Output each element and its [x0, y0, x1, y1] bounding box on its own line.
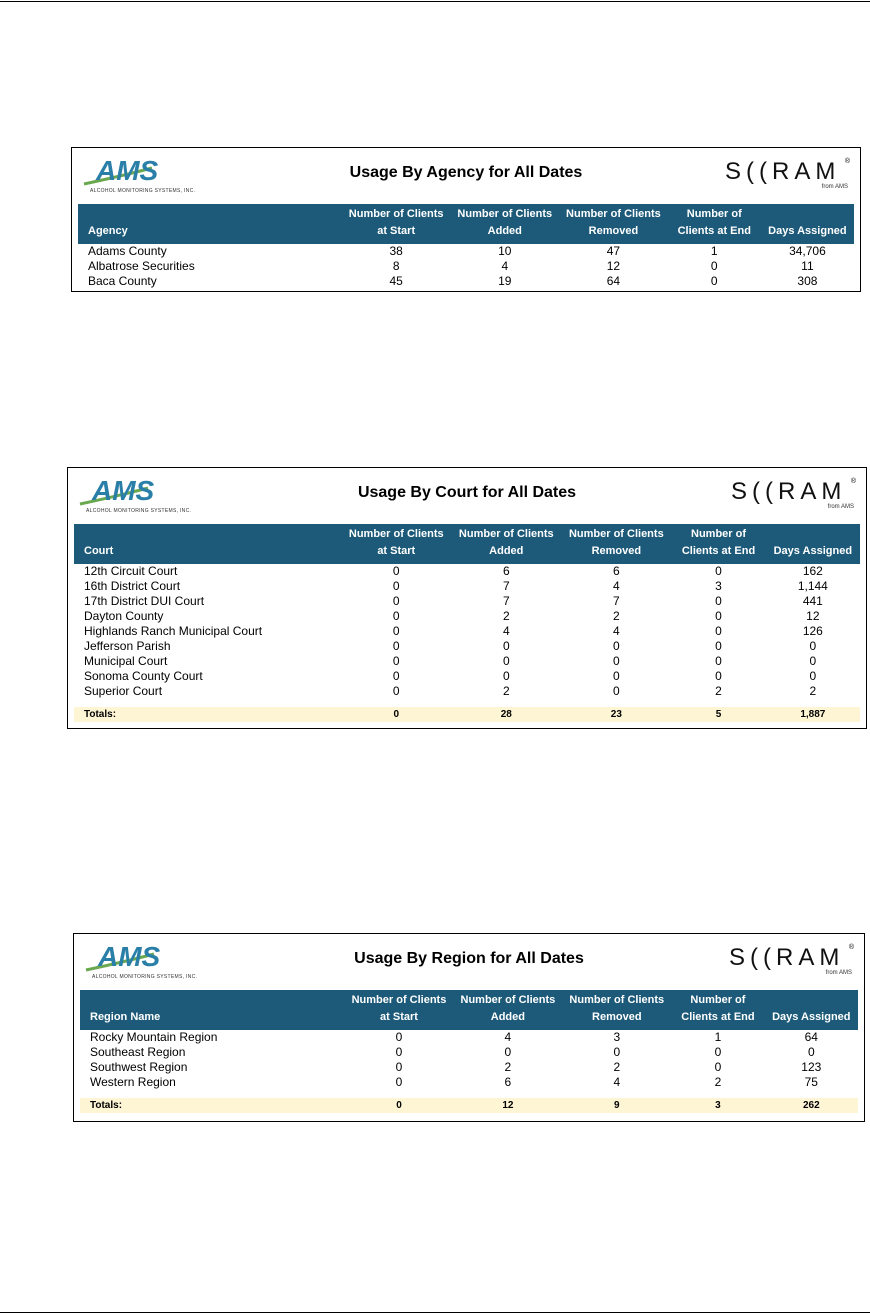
cell-value: 441 — [802, 594, 823, 608]
cell-value: 126 — [802, 624, 823, 638]
column-header: Number of Clients at End — [671, 524, 765, 564]
cell-value: 0 — [392, 594, 400, 608]
cell-value: 2 — [809, 684, 817, 698]
row-label: Southwest Region — [90, 1060, 188, 1074]
cell-value: 0 — [612, 669, 620, 683]
cell-value: 2 — [715, 684, 722, 698]
ams-logo-text: AMS — [92, 475, 155, 506]
total-value: 28 — [451, 707, 561, 722]
cell-value: 0 — [715, 594, 722, 608]
row-label: 12th Circuit Court — [84, 564, 178, 578]
scram-registered-mark: ® — [848, 944, 854, 951]
table-row — [74, 579, 860, 594]
table-row — [80, 1060, 858, 1075]
row-label: Rocky Mountain Region — [90, 1030, 218, 1044]
column-header: Number of Clients Added — [453, 990, 562, 1030]
report-region — [73, 933, 865, 1122]
cell-value: 3 — [715, 579, 722, 593]
total-value: 0 — [345, 1098, 454, 1113]
scram-logo-subtitle: from AMS — [825, 970, 852, 976]
row-label: Dayton County — [84, 609, 164, 623]
scram-logo — [725, 156, 850, 196]
cell-value: 6 — [612, 564, 620, 578]
table-row — [74, 639, 860, 654]
row-label: Jefferson Parish — [84, 639, 171, 653]
cell-value: 4 — [612, 624, 620, 638]
total-value: 5 — [671, 707, 765, 722]
cell-value: 0 — [715, 609, 722, 623]
cell-value: 0 — [395, 1030, 403, 1044]
cell-value: 7 — [502, 579, 510, 593]
cell-value: 38 — [389, 244, 403, 258]
cell-value: 0 — [395, 1060, 403, 1074]
table-row — [74, 654, 860, 669]
cell-value: 4 — [504, 1030, 512, 1044]
cell-value: 0 — [395, 1045, 403, 1059]
cell-value: 0 — [809, 654, 817, 668]
scram-logo — [731, 476, 856, 516]
cell-value: 12 — [606, 259, 621, 273]
table-row — [74, 564, 860, 579]
row-label: 16th District Court — [84, 579, 181, 593]
report-header — [72, 148, 860, 204]
table-row — [80, 1030, 858, 1045]
column-header: Region Name — [80, 990, 345, 1030]
cell-value: 0 — [612, 654, 620, 668]
table-row — [74, 609, 860, 624]
column-header: Number of Clients Removed — [559, 204, 668, 244]
cell-value: 308 — [797, 274, 818, 288]
cell-value: 6 — [504, 1075, 512, 1089]
report-title: Usage By Court for All Dates — [357, 484, 577, 501]
table-row — [80, 1045, 858, 1060]
row-label: 17th District DUI Court — [84, 594, 205, 608]
cell-value: 162 — [802, 564, 823, 578]
cell-value: 11 — [801, 259, 814, 273]
totals-row — [80, 1098, 858, 1113]
cell-value: 0 — [392, 564, 400, 578]
column-header: Number of Clients at Start — [345, 990, 454, 1030]
ams-logo-subtitle: ALCOHOL MONITORING SYSTEMS, INC. — [86, 508, 192, 514]
table-row — [74, 624, 860, 639]
usage-table — [74, 524, 860, 722]
cell-value: 0 — [395, 1075, 403, 1089]
total-value: 262 — [765, 1098, 858, 1113]
scram-logo-subtitle: from AMS — [821, 184, 848, 190]
cell-value: 1 — [714, 1030, 722, 1044]
cell-value: 0 — [392, 654, 400, 668]
column-header: Number of Clients at Start — [341, 524, 451, 564]
scram-registered-mark: ® — [850, 478, 856, 485]
column-header-row — [78, 204, 854, 244]
cell-value: 6 — [502, 564, 510, 578]
cell-value: 0 — [715, 639, 722, 653]
cell-value: 2 — [502, 684, 510, 698]
scram-logo — [729, 942, 854, 982]
cell-value: 2 — [612, 609, 620, 623]
cell-value: 3 — [613, 1030, 621, 1044]
column-header: Number of Clients Added — [451, 524, 561, 564]
cell-value: 0 — [710, 259, 718, 273]
total-value: 12 — [453, 1098, 562, 1113]
cell-value: 1,144 — [797, 579, 828, 593]
row-label: Adams County — [88, 244, 167, 258]
cell-value: 12 — [806, 609, 820, 623]
cell-value: 0 — [710, 274, 718, 288]
scram-logo-text: S((RAM — [731, 478, 847, 505]
ams-logo-subtitle: ALCOHOL MONITORING SYSTEMS, INC. — [90, 188, 196, 194]
column-header: Number of Clients at End — [668, 204, 761, 244]
total-value: 1,887 — [766, 707, 860, 722]
cell-value: 34,706 — [789, 244, 826, 258]
column-header: Days Assigned — [761, 204, 854, 244]
cell-value: 7 — [612, 594, 620, 608]
cell-value: 0 — [392, 639, 400, 653]
cell-value: 2 — [613, 1060, 621, 1074]
cell-value: 0 — [392, 609, 400, 623]
cell-value: 2 — [714, 1075, 722, 1089]
column-header: Days Assigned — [766, 524, 860, 564]
row-label: Western Region — [90, 1075, 176, 1089]
cell-value: 0 — [392, 624, 400, 638]
column-header-row — [74, 524, 860, 564]
bottom-rule — [0, 1312, 870, 1313]
usage-table — [80, 990, 858, 1113]
report-title: Usage By Region for All Dates — [354, 950, 584, 967]
report-agency — [71, 147, 861, 292]
cell-value: 0 — [809, 639, 817, 653]
column-header: Days Assigned — [765, 990, 858, 1030]
cell-value: 0 — [715, 564, 722, 578]
cell-value: 0 — [502, 669, 510, 683]
row-label: Highlands Ranch Municipal Court — [84, 624, 263, 638]
report-header — [68, 468, 866, 524]
cell-value: 64 — [804, 1030, 818, 1044]
scram-logo-subtitle: from AMS — [827, 504, 854, 510]
cell-value: 0 — [612, 684, 620, 698]
cell-value: 2 — [502, 609, 510, 623]
total-value: 0 — [341, 707, 451, 722]
table-row — [78, 259, 854, 274]
table-row — [74, 684, 860, 699]
table-row — [74, 594, 860, 609]
report-title: Usage By Agency for All Dates — [349, 164, 583, 181]
totals-label: Totals: — [74, 707, 341, 722]
table-row — [74, 669, 860, 684]
cell-value: 0 — [714, 1045, 722, 1059]
row-label: Albatrose Securities — [88, 259, 195, 273]
cell-value: 0 — [392, 684, 400, 698]
report-court — [67, 467, 867, 729]
cell-value: 4 — [501, 259, 509, 273]
cell-value: 10 — [498, 244, 512, 258]
cell-value: 123 — [801, 1060, 822, 1074]
row-label: Superior Court — [84, 684, 163, 698]
row-label: Municipal Court — [84, 654, 168, 668]
column-header: Number of Clients at Start — [342, 204, 451, 244]
cell-value: 0 — [809, 669, 817, 683]
cell-value: 0 — [613, 1045, 621, 1059]
column-header: Court — [74, 524, 341, 564]
total-value: 23 — [561, 707, 671, 722]
cell-value: 47 — [606, 244, 621, 258]
cell-value: 0 — [715, 624, 722, 638]
total-value: 9 — [562, 1098, 671, 1113]
cell-value: 0 — [715, 669, 722, 683]
scram-registered-mark: ® — [844, 158, 850, 165]
cell-value: 0 — [715, 654, 722, 668]
column-header: Number of Clients Removed — [562, 990, 671, 1030]
cell-value: 0 — [714, 1060, 722, 1074]
column-header: Number of Clients at End — [671, 990, 764, 1030]
ams-logo-text: AMS — [98, 941, 161, 972]
totals-row — [74, 707, 860, 722]
top-rule — [0, 1, 870, 2]
column-header: Agency — [78, 204, 342, 244]
table-row — [78, 244, 854, 259]
cell-value: 19 — [498, 274, 512, 288]
cell-value: 1 — [710, 244, 718, 258]
table-row — [78, 274, 854, 289]
cell-value: 4 — [613, 1075, 621, 1089]
cell-value: 4 — [502, 624, 510, 638]
column-header-row — [80, 990, 858, 1030]
cell-value: 64 — [606, 274, 621, 288]
cell-value: 8 — [392, 259, 400, 273]
row-label: Southeast Region — [90, 1045, 186, 1059]
cell-value: 2 — [504, 1060, 512, 1074]
cell-value: 0 — [392, 669, 400, 683]
row-label: Sonoma County Court — [84, 669, 203, 683]
cell-value: 0 — [502, 654, 510, 668]
cell-value: 0 — [502, 639, 510, 653]
cell-value: 0 — [504, 1045, 512, 1059]
ams-logo-text: AMS — [96, 155, 159, 186]
table-row — [80, 1075, 858, 1090]
total-value: 3 — [671, 1098, 764, 1113]
scram-logo-text: S((RAM — [729, 944, 845, 971]
column-header: Number of Clients Removed — [561, 524, 671, 564]
cell-value: 45 — [389, 274, 403, 288]
cell-value: 0 — [392, 579, 400, 593]
cell-value: 0 — [807, 1045, 815, 1059]
column-header: Number of Clients Added — [450, 204, 559, 244]
cell-value: 75 — [804, 1075, 818, 1089]
cell-value: 0 — [612, 639, 620, 653]
usage-table — [78, 204, 854, 289]
row-label: Baca County — [88, 274, 157, 288]
totals-label: Totals: — [80, 1098, 345, 1113]
ams-logo-subtitle: ALCOHOL MONITORING SYSTEMS, INC. — [92, 974, 198, 980]
scram-logo-text: S((RAM — [725, 158, 841, 185]
cell-value: 7 — [502, 594, 510, 608]
cell-value: 4 — [612, 579, 620, 593]
report-header — [74, 934, 864, 990]
